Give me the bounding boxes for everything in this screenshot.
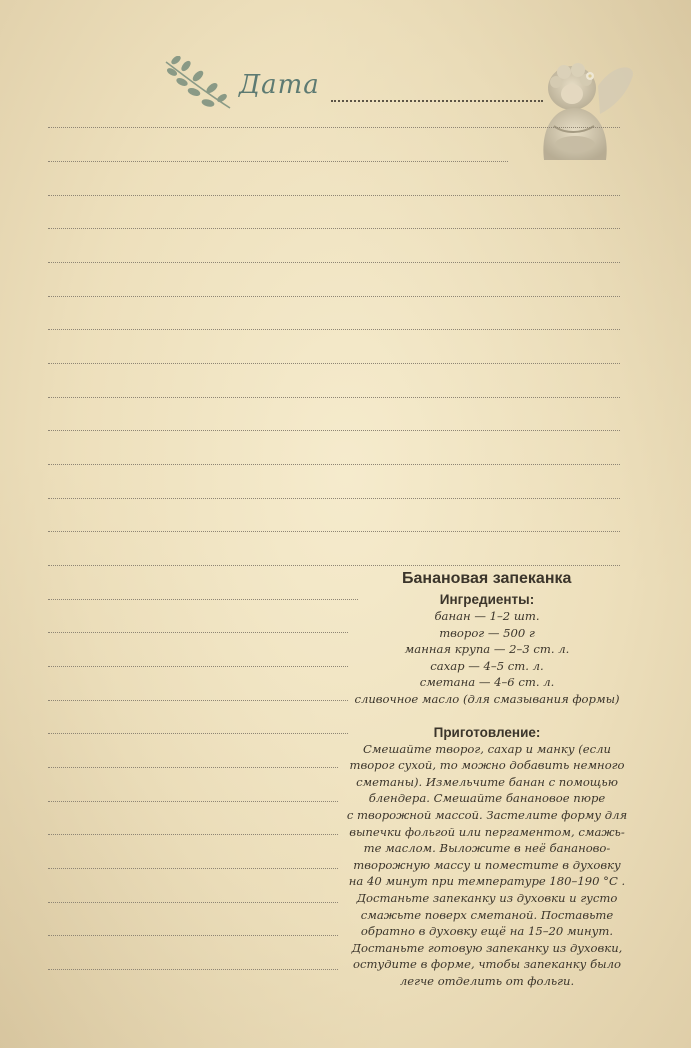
writing-line[interactable] [48, 700, 348, 701]
writing-line[interactable] [48, 397, 620, 398]
ingredient-item: банан — 1–2 шт. [434, 609, 540, 623]
writing-line[interactable] [48, 195, 620, 196]
writing-line[interactable] [48, 363, 620, 364]
preparation-line: блендера. Смешайте банановое пюре [368, 791, 606, 806]
recipe-title: Банановая запеканка [402, 570, 572, 587]
preparation-line: Достаньте запеканку из духовки и густо [356, 890, 618, 905]
preparation-line: те маслом. Выложите в неё бананово- [363, 841, 611, 856]
writing-line[interactable] [48, 127, 620, 128]
writing-line[interactable] [48, 666, 348, 667]
writing-line[interactable] [48, 632, 348, 633]
angel-figurine-icon [520, 56, 638, 166]
writing-line[interactable] [48, 565, 620, 566]
preparation-line: сметаны). Измельчите банан с помощью [356, 774, 618, 789]
writing-line[interactable] [48, 868, 338, 869]
preparation-line: легче отделить от фольги. [399, 973, 575, 988]
writing-line[interactable] [48, 430, 620, 431]
preparation-line: остудите в форме, чтобы запеканку было [353, 957, 621, 972]
preparation-line: выпечки фольгой или пергаментом, смажь- [349, 824, 625, 839]
preparation-section [344, 725, 630, 990]
writing-line[interactable] [48, 228, 620, 229]
writing-line[interactable] [48, 531, 620, 532]
writing-line[interactable] [48, 262, 620, 263]
ingredient-item: сахар — 4–5 ст. л. [430, 658, 544, 673]
writing-line[interactable] [48, 498, 620, 499]
writing-line[interactable] [48, 902, 338, 903]
writing-line[interactable] [48, 464, 620, 465]
preparation-heading: Приготовление: [433, 724, 541, 740]
preparation-line: с творожной массой. Застелите форму для [346, 807, 628, 822]
ingredient-item: манная крупа — 2–3 ст. л. [404, 642, 570, 657]
ingredients-list [344, 608, 630, 708]
writing-line[interactable] [48, 296, 620, 297]
writing-line[interactable] [48, 767, 338, 768]
writing-line[interactable] [48, 935, 338, 936]
writing-line[interactable] [48, 969, 338, 970]
preparation-line: смажьте поверх сметаной. Поставьте [360, 907, 614, 922]
leaf-sprig-icon [162, 56, 234, 114]
preparation-line: творожную массу и поместите в духовку [353, 857, 621, 872]
preparation-line: обратно в духовку ещё на 15–20 минут. [360, 924, 614, 939]
preparation-line: на 40 минут при температуре 180–190 °С . [348, 874, 626, 889]
writing-line[interactable] [48, 733, 348, 734]
date-label: Дата [239, 70, 320, 100]
ingredient-item: творог — 500 г [439, 625, 535, 640]
writing-line[interactable] [48, 801, 338, 802]
preparation-line: Смешайте творог, сахар и манку (если [363, 741, 611, 756]
preparation-line: творог сухой, то можно добавить немного [349, 758, 625, 773]
writing-line[interactable] [48, 161, 508, 162]
writing-line[interactable] [48, 834, 338, 835]
writing-line[interactable] [48, 329, 620, 330]
ingredient-item: сметана — 4–6 ст. л. [419, 675, 555, 690]
preparation-line: Достаньте готовую запеканку из духовки, [351, 940, 623, 955]
date-field[interactable] [331, 100, 543, 102]
recipe-block [344, 568, 630, 989]
ingredients-heading: Ингредиенты: [439, 592, 535, 607]
ingredient-item: сливочное масло (для смазывания формы) [354, 691, 620, 706]
writing-line[interactable] [48, 599, 358, 600]
